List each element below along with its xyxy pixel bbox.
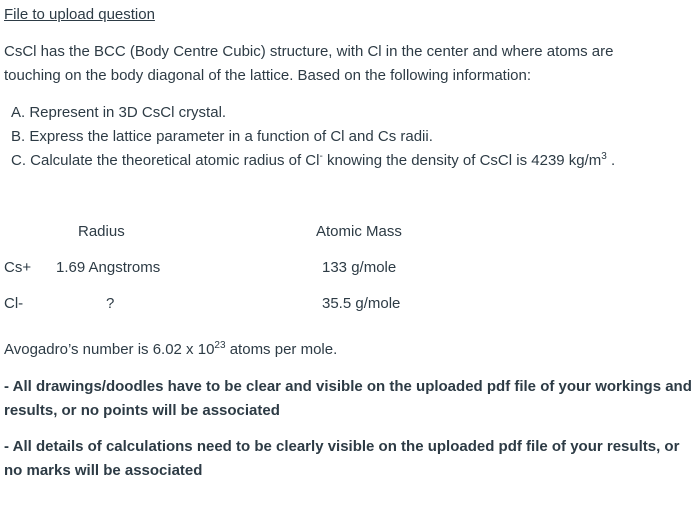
row-ion-cs: Cs+ <box>4 259 32 276</box>
row-mass-cl: 35.5 g/mole <box>322 295 401 312</box>
row-ion-cl: Cl- <box>4 295 24 312</box>
question-intro: CsCl has the BCC (Body Centre Cubic) structure, with Cl in the center and where atoms are touching on the body diagonal of the lattice. Based on the following information: <box>4 43 614 84</box>
part-c: C. Calculate the theoretical atomic radius of Cl- knowing the density of CsCl is 4239 $kg/m^3$ . <box>11 151 616 169</box>
row-mass-cs: 133 g/mole <box>322 259 397 276</box>
row-radius-cl: ? <box>106 295 115 312</box>
part-a: A. Represent in 3D CsCl crystal. <box>11 104 227 121</box>
upload-question-link[interactable]: File to upload question <box>4 6 155 23</box>
part-b: B. Express the lattice parameter in a function of Cl and Cs radii. <box>11 128 433 145</box>
drawing-requirement-note: - All drawings/doodles have to be clear and visible on the uploaded pdf file of your workings and results, or no points will be associated <box>4 378 692 419</box>
header-radius: Radius <box>78 223 125 240</box>
avogadro-note: Avogadro’s number is 6.02 x $10^{23}$ atoms per mole. <box>4 340 338 358</box>
calculation-requirement-note: - All details of calculations need to be clearly visible on the uploaded pdf file of your results, or no marks will be associated <box>4 438 680 479</box>
question-parts <box>11 101 615 173</box>
header-atomic-mass: Atomic Mass <box>316 223 402 240</box>
row-radius-cs: 1.69 Angstroms <box>56 259 161 276</box>
